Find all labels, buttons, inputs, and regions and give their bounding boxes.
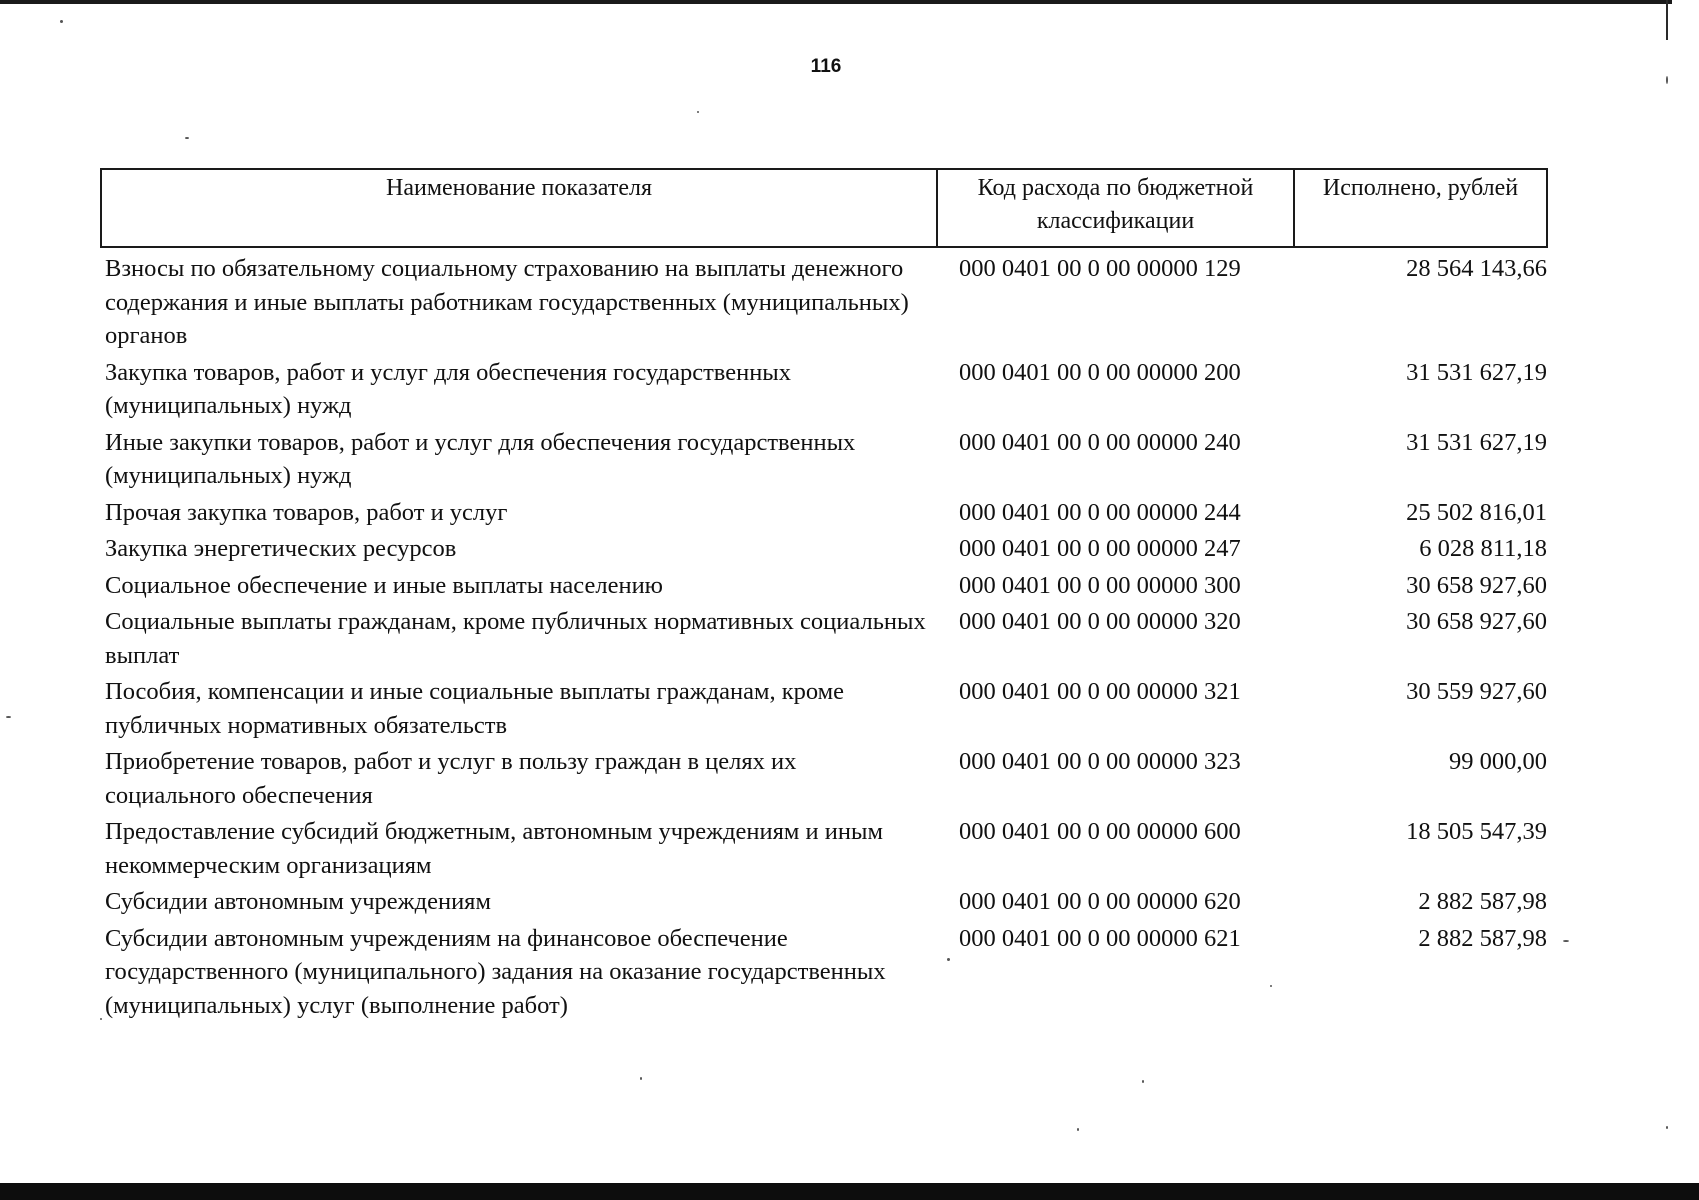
scan-speck [60,20,63,23]
row-budget-code: 000 0401 00 0 00 00000 300 [959,571,1241,599]
scan-bottom-band [0,1183,1699,1200]
row-budget-code: 000 0401 00 0 00 00000 200 [959,358,1241,386]
scan-speck [1666,76,1668,84]
table-row [101,496,1547,533]
row-executed-amount: 31 531 627,19 [1406,358,1547,386]
row-budget-code: 000 0401 00 0 00 00000 247 [959,535,1241,562]
row-budget-code: 000 0401 00 0 00 00000 240 [959,428,1241,456]
row-indicator-name: Субсидии автономным учреждениям на финансовое обеспечение государственного (муниципального) задания на оказание государственных (муниципальных) услуг (выполнение работ) [105,924,886,1019]
table-row [101,426,1547,496]
row-indicator-name: Субсидии автономным учреждениям [105,888,491,915]
row-executed-amount: 30 658 927,60 [1406,608,1547,635]
row-budget-code: 000 0401 00 0 00 00000 600 [959,818,1241,845]
row-budget-code: 000 0401 00 0 00 00000 321 [959,678,1241,705]
row-indicator-name: Прочая закупка товаров, работ и услуг [105,498,508,526]
header-budget-code: Код расхода по бюджетной классификации [937,169,1294,247]
row-executed-amount: 25 502 816,01 [1406,498,1547,526]
scan-top-border [0,0,1672,4]
row-executed-amount: 30 658 927,60 [1406,571,1547,599]
row-executed-amount: 99 000,00 [1449,748,1547,775]
header-executed-amount: Исполнено, рублей [1294,169,1547,247]
budget-execution-table [100,168,1548,1025]
row-budget-code: 000 0401 00 0 00 00000 620 [959,888,1241,915]
row-executed-amount: 31 531 627,19 [1406,428,1547,456]
table-row [101,532,1547,569]
row-budget-code: 000 0401 00 0 00 00000 323 [959,748,1241,775]
scan-speck [100,1018,102,1020]
row-executed-amount: 18 505 547,39 [1406,818,1547,845]
row-indicator-name: Закупка энергетических ресурсов [105,535,457,562]
scan-right-edge-mark [1666,0,1668,40]
row-indicator-name: Социальное обеспечение и иные выплаты населению [105,571,663,599]
row-indicator-name: Пособия, компенсации и иные социальные выплаты гражданам, кроме публичных нормативных обязательств [105,678,845,739]
table-row [101,922,1547,1026]
row-indicator-name: Социальные выплаты гражданам, кроме публичных нормативных социальных выплат [105,608,926,669]
scan-speck [1077,1128,1079,1131]
row-executed-amount: 2 882 587,98 [1418,888,1547,915]
row-executed-amount: 2 882 587,98 [1418,924,1547,952]
table-row [101,885,1547,922]
table-row [101,675,1547,745]
page-number: 116 [810,56,842,77]
scan-speck [697,111,699,113]
table-row [101,745,1547,815]
row-budget-code: 000 0401 00 0 00 00000 320 [959,608,1241,635]
row-budget-code: 000 0401 00 0 00 00000 129 [959,255,1241,282]
budget-table-container [100,168,1546,1025]
scan-speck [1142,1080,1144,1083]
row-indicator-name: Приобретение товаров, работ и услуг в пользу граждан в целях их социального обеспечения [105,748,797,809]
row-executed-amount: 28 564 143,66 [1406,255,1547,282]
scan-speck [185,137,189,139]
table-body [101,247,1547,1025]
scan-speck [6,716,11,718]
table-header-row [101,169,1547,247]
row-executed-amount: 30 559 927,60 [1406,678,1547,705]
row-indicator-name: Предоставление субсидий бюджетным, автономным учреждениям и иным некоммерческим организациям [105,818,883,879]
row-budget-code: 000 0401 00 0 00 00000 244 [959,498,1241,526]
table-row [101,605,1547,675]
scan-speck [1270,985,1272,987]
table-row [101,569,1547,606]
row-indicator-name: Закупка товаров, работ и услуг для обеспечения государственных (муниципальных) нужд [105,358,792,419]
scan-speck [1563,940,1569,942]
scan-speck [947,958,950,961]
scan-speck [640,1077,642,1080]
table-row [101,247,1547,356]
row-indicator-name: Иные закупки товаров, работ и услуг для обеспечения государственных (муниципальных) нужд [105,428,856,489]
table-row [101,356,1547,426]
row-executed-amount: 6 028 811,18 [1419,535,1547,562]
row-budget-code: 000 0401 00 0 00 00000 621 [959,924,1241,952]
header-indicator-name: Наименование показателя [101,169,937,247]
scan-speck [1666,1126,1668,1129]
row-indicator-name: Взносы по обязательному социальному страхованию на выплаты денежного содержания и иные выплаты работникам государственных (муниципальных) органов [105,255,909,349]
table-row [101,815,1547,885]
table-header [101,169,1547,247]
